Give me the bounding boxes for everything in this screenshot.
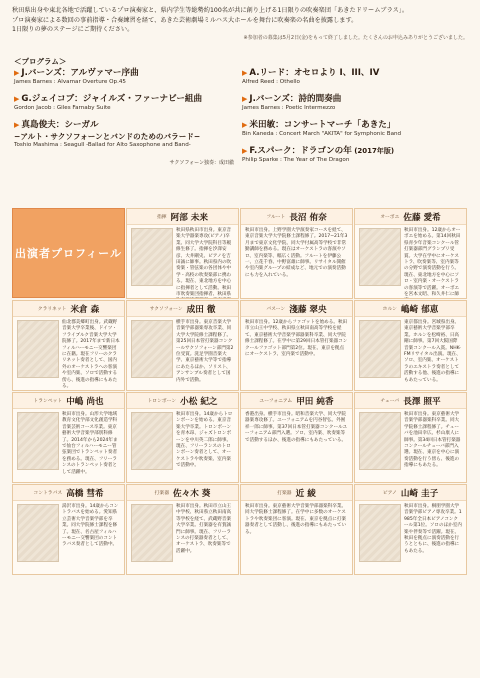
profile-header: [127, 209, 238, 225]
profile-body: [241, 317, 352, 358]
profile-body: [127, 501, 238, 562]
performer-bio: 東京都出身。宮城県出身。東京藝術大学音楽学部卒業。ホルンを松崎裕、日高剛に師事。第7回大阪国際音楽コンクール入賞。NHK-FMリサイタル出演。現在、ソロ、室内楽、オーケストラのエキストラ奏者として活動する他、後進の指導にもあたっている。: [404, 320, 461, 383]
profile-card: [354, 392, 467, 483]
instrument-label: ピアノ: [382, 491, 397, 496]
profile-banner: [12, 208, 125, 298]
performer-name: 佐藤 愛希: [403, 212, 441, 223]
performer-bio: 秋田市出身。秋田市立山王中学校、秋田県立秋田南高等学校を経て、武蔵野音楽大学卒業。打楽器を有賀誠門に師事。現在、フリーランスの打楽器奏者として、オーケストラ、吹奏楽等で活躍中。: [176, 504, 232, 554]
program-column-left: [14, 68, 234, 168]
profile-header: [13, 485, 124, 501]
intro-line: 1日限りの夢のステージにご期待ください。: [12, 26, 134, 34]
performer-name: 嶋崎 郁恵: [400, 304, 439, 315]
piece-subtitle: Philip Sparke : The Year of The Dragon: [242, 157, 350, 163]
piece-subtitle: Gordon Jacob : Giles Farnaby Suite: [14, 105, 111, 111]
performer-bio: 秋田市出身。山形大学地域教育文化学部文化創造学科音楽芸術コース卒業。東京藝術大学音楽学部別科修了。2014年から2024年まで仙台フィルハーモニー管弦楽団でトランペット奏者を務める。現在、フリーランスのトランペット奏者として活躍中。: [62, 412, 118, 475]
program-item: [14, 68, 234, 92]
profile-body: [355, 225, 466, 299]
instrument-label: 打楽器: [154, 491, 170, 496]
performer-photo: [359, 228, 401, 286]
performer-bio: 秋田県秋田市出身。東京音楽大学器楽専攻(ピアノ)卒業、同大学大学院科目等履修生修了。指揮を汐澤安彦、大井剛史、ピアノを吉田誠に師事。秋田県内の吹奏楽・管弦楽の各団体や中学・高校の吹奏楽部に携わる。現在、東北地方を中心に指揮者として活動。秋田市吹奏楽団指揮者、秋田県: [176, 228, 232, 298]
profile-body: [127, 317, 238, 384]
profile-body: [13, 317, 124, 390]
profile-card: [12, 392, 125, 483]
instrument-label: バスーン: [266, 307, 286, 312]
profile-card: [240, 208, 353, 299]
profile-header: [13, 301, 124, 317]
piece-subtitle: Bin Kaneda : Concert March "AKITA" for Symphonic Band: [242, 131, 402, 137]
profile-header: [127, 301, 238, 317]
performer-bio: 秋田市出身。東京藝術大学音楽学部器楽科卒業。同大学院修士課程修了。在学中に多数のオーケストラや吹奏楽団に客演。現在、東京を拠点に打楽器奏者として活動し、後進の指導にもあたっている。: [245, 504, 347, 535]
performer-photo: [131, 412, 173, 470]
triangle-icon: ▶: [242, 147, 248, 155]
performer-bio: 香港出身。横手市出身。昭和音楽大学、同大学院器楽専攻修了。ユーフォニアムを円谷智弘、外囿祥一郎に師事。第37回日本管打楽器コンクールユーフォニアム部門入選。ソロ、室内楽、吹奏楽等で活動するほか、後進の指導にもあたっている。: [245, 412, 348, 443]
performer-name: 佐々木 葵: [173, 488, 211, 499]
profile-header: [355, 301, 466, 317]
triangle-icon: ▶: [242, 95, 248, 103]
performer-bio: 秋田市出身。東京藝術大学音楽学部器楽科卒業。同大学院修士課程修了。チューバを池田幸広、杉山康人に師事。第34回日本管打楽器コンクールチューバ部門入選。現在、東京を中心に演奏活動を行う傍ら、後進の指導にもあたる。: [404, 412, 461, 469]
performer-name: 近 綾: [295, 488, 316, 499]
profile-body: [241, 225, 352, 279]
instrument-label: 打楽器: [277, 491, 292, 496]
profile-header: [127, 485, 238, 501]
profile-card: [126, 392, 239, 483]
triangle-icon: ▶: [14, 69, 20, 77]
profile-body: [13, 501, 124, 562]
piece-title: A.リード：オセロより I、III、IV: [249, 68, 380, 78]
performer-photo: [17, 320, 59, 378]
profile-header: [241, 209, 352, 225]
performer-name: 阿部 未来: [170, 212, 208, 223]
piece-subtitle: Alfred Reed : Othello: [242, 79, 300, 85]
instrument-label: ホルン: [382, 307, 397, 312]
profile-body: [355, 409, 466, 470]
soloist-credit: サクソフォーン独奏：成田徹: [169, 160, 234, 166]
profile-header: [355, 485, 466, 501]
profile-header: [13, 393, 124, 409]
performer-name: 中嶋 尚也: [66, 396, 104, 407]
instrument-label: トランペット: [33, 399, 63, 404]
performer-bio: 湯沢市出身。14歳からコントラバスを始める。愛知県立芸術大学音楽学部を卒業。同大学院修士課程を修了。現在、名古屋フィルハーモニー交響楽団のコントラバス奏者として活動中。: [62, 504, 119, 548]
program-item: [242, 68, 462, 92]
piece-title: G.ジェイコブ：ジャイルズ・ファーナビー組曲: [21, 94, 203, 104]
piece-title: 真島俊夫：シーガル: [21, 120, 99, 130]
profile-body: [13, 409, 124, 476]
performer-bio: 秋田市出身。14歳からトロンボーンを始める。東京音楽大学卒業。トロンボーンを青木昂、ジャズトロンボーンを中川英二郎に師事。現在、フリーランスのトロンボーン奏者として、オーケストラや吹奏楽、室内楽で活動中。: [176, 412, 233, 469]
piece-title: 米田敏：コンサートマーチ「あきた」: [249, 120, 396, 130]
profile-card: [354, 300, 467, 391]
performer-photo: [131, 504, 173, 562]
profile-card: [12, 300, 125, 391]
program-item: [14, 120, 234, 166]
performer-profiles: [12, 208, 468, 670]
piece-subtitle: James Barnes : Poetic Intermezzo: [242, 105, 336, 111]
performer-name: 長沼 侑奈: [289, 212, 327, 223]
piece-title: F.スパーク：ドラゴンの年: [249, 146, 352, 156]
performer-name: 淺藤 翠央: [289, 304, 327, 315]
performer-bio: 秋田市出身。12歳からオーボエを始める。第14回秋田県青少年音楽コンクール管打楽器部門グランプリ受賞。大学在学中にオーケストラ、吹奏楽等、室内楽等の分野で演奏活動を行う。現在、東北地方を中心にソロ・室内楽・オーケストラの客演等で活躍。オーボエを宮本文昭、和久井仁に師: [404, 228, 461, 298]
profile-card: [12, 484, 125, 575]
profile-card: [240, 484, 353, 575]
triangle-icon: ▶: [242, 121, 248, 129]
instrument-label: トロンボーン: [147, 399, 177, 404]
instrument-label: フルート: [266, 215, 286, 220]
triangle-icon: ▶: [14, 95, 20, 103]
piece-title: J.バーンズ：アルヴァマー序曲: [21, 68, 139, 78]
profile-card: [126, 300, 239, 391]
program-item: [242, 120, 462, 144]
profile-body: [241, 501, 352, 536]
banner-title: 出演者プロフィール: [15, 247, 122, 260]
performer-bio: 横手市出身。東京音楽大学音楽学部器楽専攻卒業、同大学大学院修士課程修了。第25回日本管打楽器コンクールサクソフォーン部門第2位受賞。洗足学園音楽大学、東京藝術大学等で指導にあたるほか、ソリスト、アンサンブル奏者として国内外で活動。: [176, 320, 234, 383]
profile-body: [355, 317, 466, 384]
instrument-label: コントラバス: [33, 491, 63, 496]
program-item: [14, 94, 234, 118]
profile-card: [126, 208, 239, 299]
performer-photo: [359, 320, 401, 378]
performer-name: 高橋 彗希: [66, 488, 104, 499]
performer-photo: [17, 504, 59, 562]
performer-photo: [17, 412, 59, 470]
instrument-label: 指揮: [157, 215, 167, 220]
profile-header: [355, 209, 466, 225]
profile-card: [354, 208, 467, 299]
profile-header: [241, 301, 352, 317]
piece-title-sub: −アルト・サクソフォーンとバンドのためのバラード−: [14, 132, 201, 141]
triangle-icon: ▶: [14, 121, 20, 129]
performer-photo: [131, 228, 173, 286]
piece-subtitle: James Barnes : Alvamar Overture Op.45: [14, 79, 126, 85]
instrument-label: クラリネット: [37, 307, 67, 312]
piece-title: J.バーンズ：詩的間奏曲: [249, 94, 342, 104]
profile-body: [355, 501, 466, 562]
profile-header: [241, 485, 352, 501]
performer-bio: 秋田市出身。桐朋学園大学音楽学部ピアノ専攻卒業。1985年全日本ピアノコンクール第1位。ソロのほか室内楽や伴奏等で活躍。現在、秋田を拠点に演奏活動を行うとともに、後進の指導にもあたる。: [404, 504, 462, 554]
performer-name: 米倉 森: [70, 304, 100, 315]
performer-name: 成田 徹: [186, 304, 216, 315]
profile-card: [240, 392, 353, 483]
performer-photo: [359, 504, 401, 562]
instrument-label: オーボエ: [380, 215, 400, 220]
program-item: [242, 146, 462, 168]
intro-text: [12, 6, 468, 41]
profile-card: [240, 300, 353, 391]
profile-header: [355, 393, 466, 409]
program-item: [242, 94, 462, 118]
instrument-label: サクソフォーン: [149, 307, 183, 312]
profile-header: [127, 393, 238, 409]
intro-line: プロ演奏家による数回の事前指導・合奏練習を経て、あきた芸術劇場ミルハス大ホールを舞台に吹奏楽の名曲を披露します。: [12, 16, 358, 24]
profile-body: [127, 225, 238, 299]
performer-name: 小松 紀之: [180, 396, 218, 407]
performer-bio: 秋田市出身。上野学園大学演奏家コースを経て、東京音楽大学大学院修士課程修了。2017−21年3月まで東京文化学院、同大学付属高等学校で非常勤講師を務める。現在はオーケストラの客演やソロ、室内楽等、幅広く活動。フルートを伊藤公一、立花千春、中野富雄に師事。リサイタル開催や室内楽グループの結成など、地元での演奏活動にも力を入れている。: [245, 228, 348, 278]
performer-name: 長澤 照平: [403, 396, 441, 407]
performer-bio: 仙北郡美郷町出身。武蔵野音楽大学卒業後、ドイツ・フライブルク音楽大学大学院修了。2017年まで新日本フィルハーモニー交響楽団に在籍。現在フリーのクラリネット奏者として、国内外のオーケストラへの客演や室内楽、ソロで活動する傍ら、後進の指導にもあたる。: [62, 320, 120, 390]
performer-bio: 秋田市出身。12歳からファゴットを始める。秋田市立山王中学校、秋田県立秋田南高等学校を経て、東京藝術大学音楽学部器楽科卒業、同大学院修士課程修了。在学中に第29回日本管打楽器コンクールファゴット部門第2位。現在、東京を拠点にオーケストラ、室内楽で活動中。: [245, 320, 348, 358]
profile-header: [241, 393, 352, 409]
performer-photo: [131, 320, 173, 378]
instrument-label: ユーフォニアム: [259, 399, 293, 404]
performer-name: 山崎 圭子: [400, 488, 439, 499]
triangle-icon: ▶: [242, 69, 248, 77]
profile-card: [126, 484, 239, 575]
instrument-label: チューバ: [380, 399, 400, 404]
program-title: ＜プログラム＞: [14, 57, 67, 66]
intro-line: 秋田県出身や東北各地で活躍しているプロ演奏家と、県内学生等総勢約100名が共に創り上げる1日限りの吹奏楽団「あきたドリームブラス」。: [12, 7, 409, 14]
program-column-right: [242, 68, 462, 170]
application-note: ※参加者の募集は5月2日(金)をもって終了しました。たくさんのお申込みありがとうございました。: [243, 35, 468, 41]
piece-subtitle: Toshio Mashima : Seagull -Ballad for Alto Saxophone and Band-: [14, 142, 191, 148]
performer-name: 甲田 純香: [296, 396, 334, 407]
profile-body: [241, 409, 352, 444]
profile-card: [354, 484, 467, 575]
profile-body: [127, 409, 238, 470]
performer-photo: [359, 412, 401, 470]
piece-year: (2017年版): [351, 147, 395, 155]
